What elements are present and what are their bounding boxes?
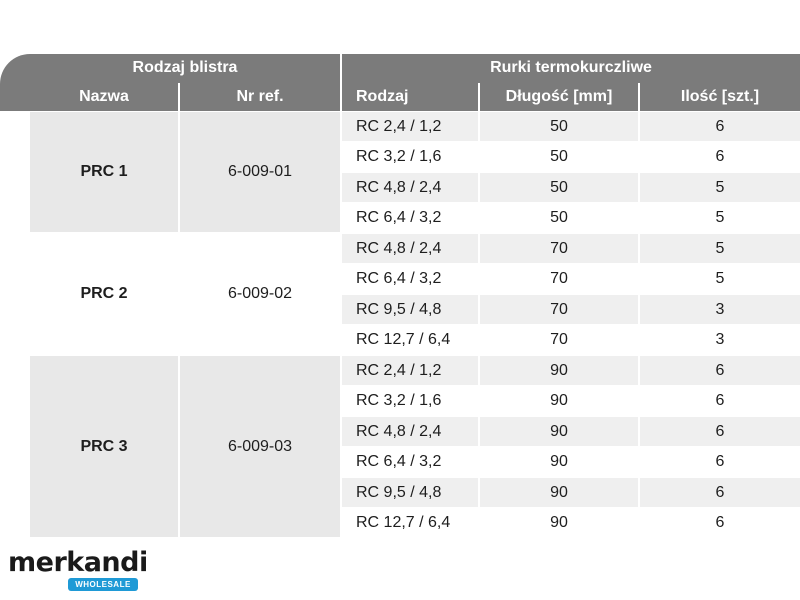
blister-ref: 6-009-01: [180, 112, 340, 232]
blister-name: PRC 1: [30, 112, 178, 232]
header-divider: [178, 83, 180, 111]
tube-type: RC 6,4 / 3,2: [342, 265, 478, 294]
tube-length: 90: [480, 448, 638, 477]
blister-ref: 6-009-03: [180, 356, 340, 537]
tube-length: 70: [480, 326, 638, 355]
tube-length: 50: [480, 112, 638, 141]
header-col-type: Rodzaj: [356, 88, 409, 105]
blister-name: PRC 3: [30, 356, 178, 537]
table-header: [0, 54, 800, 111]
header-divider: [638, 83, 640, 111]
tube-type: RC 6,4 / 3,2: [342, 204, 478, 233]
tube-type: RC 3,2 / 1,6: [342, 143, 478, 172]
tube-qty: 6: [640, 112, 800, 141]
tube-type: RC 9,5 / 4,8: [342, 478, 478, 507]
tube-qty: 3: [640, 326, 800, 355]
header-col-length: Długość [mm]: [505, 88, 613, 105]
tube-type: RC 4,8 / 2,4: [342, 173, 478, 202]
logo-brand: merkandi: [8, 547, 148, 578]
header-col-qty: Ilość [szt.]: [680, 88, 760, 105]
logo-tagline: WHOLESALE: [68, 578, 138, 591]
tube-qty: 6: [640, 143, 800, 172]
tube-qty: 6: [640, 417, 800, 446]
tube-length: 90: [480, 387, 638, 416]
tube-qty: 6: [640, 448, 800, 477]
tube-type: RC 12,7 / 6,4: [342, 509, 478, 538]
tube-qty: 5: [640, 234, 800, 263]
tube-length: 90: [480, 478, 638, 507]
tube-type: RC 4,8 / 2,4: [342, 234, 478, 263]
tube-length: 90: [480, 509, 638, 538]
tube-qty: 5: [640, 173, 800, 202]
tube-length: 50: [480, 173, 638, 202]
tube-type: RC 2,4 / 1,2: [342, 112, 478, 141]
tube-length: 70: [480, 265, 638, 294]
merkandi-logo: [8, 547, 148, 593]
header-divider: [478, 83, 480, 111]
header-divider: [340, 54, 342, 111]
product-table: [30, 112, 800, 540]
tube-length: 90: [480, 356, 638, 385]
tube-qty: 6: [640, 387, 800, 416]
header-col-ref: Nr ref.: [236, 88, 284, 105]
tube-type: RC 6,4 / 3,2: [342, 448, 478, 477]
tube-qty: 6: [640, 356, 800, 385]
tube-type: RC 9,5 / 4,8: [342, 295, 478, 324]
tube-length: 70: [480, 295, 638, 324]
tube-type: RC 4,8 / 2,4: [342, 417, 478, 446]
tube-type: RC 3,2 / 1,6: [342, 387, 478, 416]
blister-name: PRC 2: [30, 234, 178, 354]
header-col-name: Nazwa: [79, 88, 129, 105]
blister-ref: 6-009-02: [180, 234, 340, 354]
tube-length: 70: [480, 234, 638, 263]
tube-type: RC 2,4 / 1,2: [342, 356, 478, 385]
tube-qty: 3: [640, 295, 800, 324]
tube-length: 50: [480, 143, 638, 172]
tube-qty: 5: [640, 265, 800, 294]
tube-length: 90: [480, 417, 638, 446]
header-group-blister: Rodzaj blistra: [132, 59, 238, 76]
tube-type: RC 12,7 / 6,4: [342, 326, 478, 355]
tube-qty: 6: [640, 509, 800, 538]
tube-qty: 6: [640, 478, 800, 507]
header-group-tubes: Rurki termokurczliwe: [490, 59, 652, 76]
tube-qty: 5: [640, 204, 800, 233]
tube-length: 50: [480, 204, 638, 233]
